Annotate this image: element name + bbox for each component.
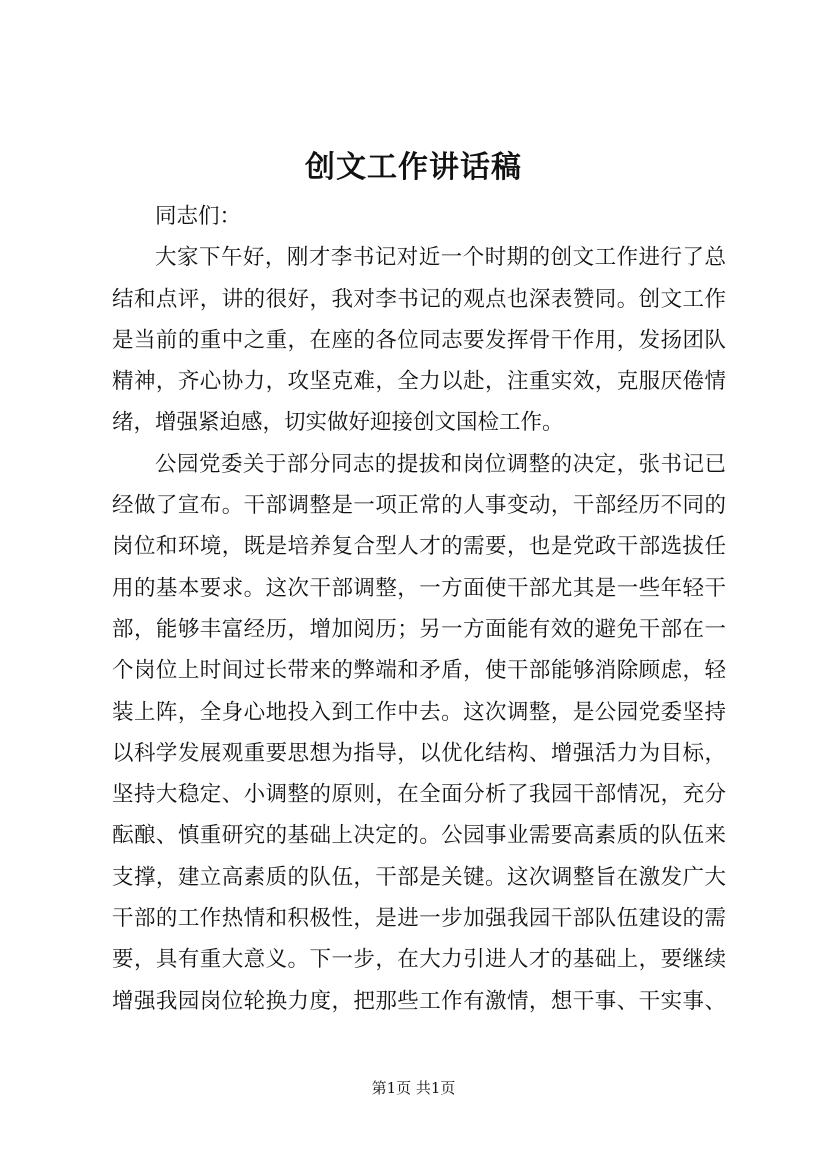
text-line: 增强我园岗位轮换力度，把那些工作有激情，想干事、干实事、 — [112, 988, 726, 1014]
text-line: 以科学发展观重要思想为指导，以优化结构、增强活力为目标， — [112, 740, 726, 766]
text-line: 装上阵，全身心地投入到工作中去。这次调整，是公园党委坚持 — [112, 699, 726, 725]
document-body — [112, 196, 726, 1022]
text-line: 支撑，建立高素质的队伍，干部是关键。这次调整旨在激发广大 — [112, 864, 726, 890]
page-footer: 第1页 共1页 — [371, 1079, 456, 1097]
text-line: 精神，齐心协力，攻坚克难，全力以赴，注重实效，克服厌倦情 — [112, 369, 726, 395]
text-line: 个岗位上时间过长带来的弊端和矛盾，使干部能够消除顾虑，轻 — [112, 658, 726, 684]
text-line: 坚持大稳定、小调整的原则，在全面分析了我园干部情况，充分 — [112, 782, 726, 808]
salutation-line: 同志们： — [155, 204, 242, 229]
text-line: 酝酿、慎重研究的基础上决定的。公园事业需要高素质的队伍来 — [112, 823, 726, 849]
text-line: 公园党委关于部分同志的提拔和岗位调整的决定，张书记已 — [155, 451, 726, 477]
text-line: 用的基本要求。这次干部调整，一方面使干部尤其是一些年轻干 — [112, 575, 726, 601]
text-line: 岗位和环境，既是培养复合型人才的需要，也是党政干部选拔任 — [112, 534, 726, 560]
text-line: 绪，增强紧迫感，切实做好迎接创文国检工作。 — [112, 410, 564, 436]
text-line: 干部的工作热情和积极性，是进一步加强我园干部队伍建设的需 — [112, 906, 726, 932]
text-line: 要，具有重大意义。下一步，在大力引进人才的基础上，要继续 — [112, 947, 726, 973]
text-line: 结和点评，讲的很好，我对李书记的观点也深表赞同。创文工作 — [112, 286, 726, 312]
text-line: 是当前的重中之重，在座的各位同志要发挥骨干作用，发扬团队 — [112, 327, 726, 353]
document-title: 创文工作讲话稿 — [305, 150, 522, 185]
text-line: 经做了宣布。干部调整是一项正常的人事变动，干部经历不同的 — [112, 493, 726, 519]
text-line: 大家下午好，刚才李书记对近一个时期的创文工作进行了总 — [155, 245, 726, 271]
text-line: 部，能够丰富经历，增加阅历；另一方面能有效的避免干部在一 — [112, 616, 726, 642]
